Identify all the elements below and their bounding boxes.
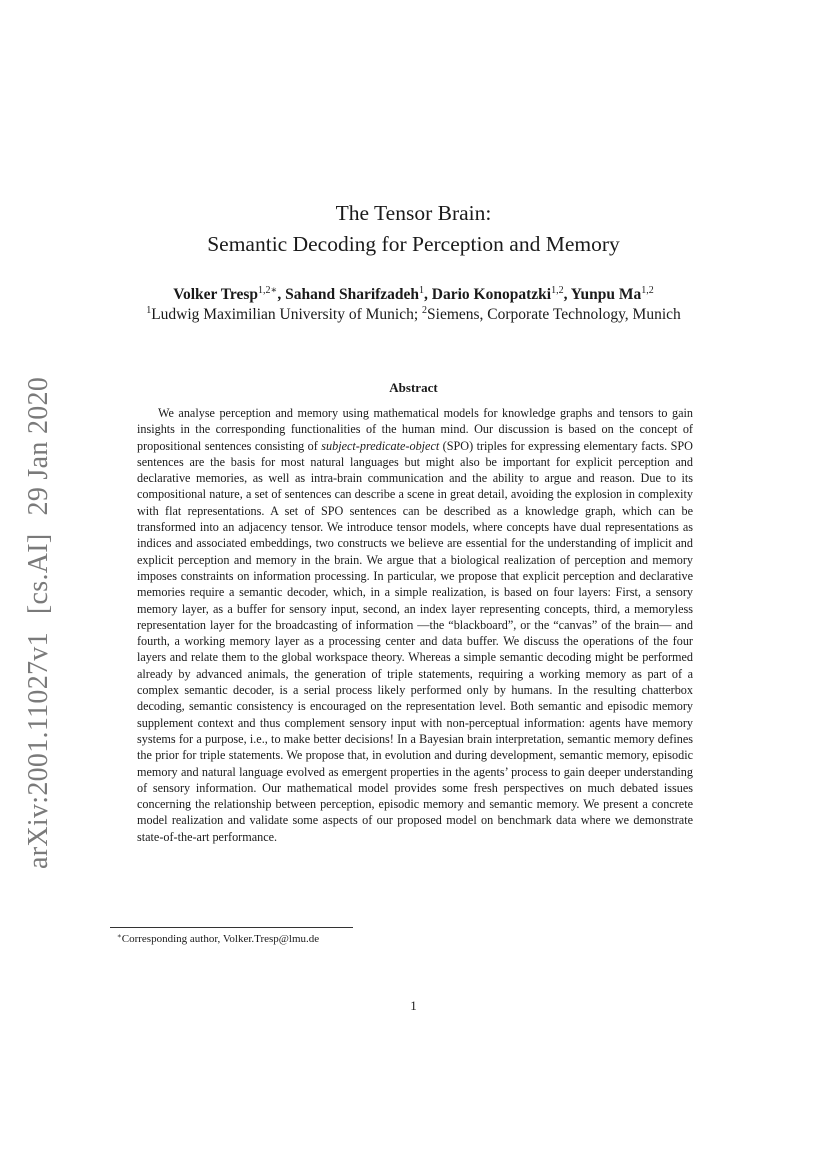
footnote-mark: ∗: [117, 932, 122, 940]
title-line-2: Semantic Decoding for Perception and Memory: [207, 232, 620, 256]
abstract-text-part: We analyse perception and memory using mathematical models for knowledge graphs and tensors to gain insights in the corresponding functionalities of the human mind. Our discussion is based on the concept of propositional sentences consisting of: [137, 406, 693, 453]
footnote-divider: [110, 927, 353, 928]
author-affiliation-mark: 1,2: [641, 285, 654, 296]
page-number: 1: [410, 998, 417, 1013]
title-line-1: The Tensor Brain:: [335, 201, 492, 225]
paper-title: [0, 198, 827, 260]
author-affiliation-mark: 1,2: [258, 285, 271, 296]
affiliation-mark: 2: [422, 305, 428, 316]
author-separator: ,: [424, 286, 432, 303]
author-name: Volker Tresp: [173, 286, 259, 303]
affiliation-mark: 1: [146, 305, 152, 316]
affiliation-text: Siemens, Corporate Technology, Munich: [427, 306, 681, 323]
author-separator: ,: [563, 286, 571, 303]
arxiv-category: [cs.AI]: [23, 533, 54, 615]
author-name: Sahand Sharifzadeh: [285, 286, 420, 303]
author-list: [0, 285, 827, 305]
author-affiliation-mark: 1: [419, 285, 425, 296]
footnote-text: Corresponding author, Volker.Tresp@lmu.de: [121, 933, 320, 945]
arxiv-date: 29 Jan 2020: [23, 376, 54, 516]
abstract-body: [137, 405, 693, 845]
corresponding-author-mark: ∗: [270, 285, 278, 296]
author-affiliation-mark: 1,2: [551, 285, 564, 296]
arxiv-identifier: arXiv:2001.11027v1: [23, 632, 54, 869]
author-name: Dario Konopatzki: [431, 286, 552, 303]
footnote: [117, 932, 319, 946]
author-name: Yunpu Ma: [570, 286, 642, 303]
affiliations: [0, 305, 827, 325]
affiliation-text: Ludwig Maximilian University of Munich;: [151, 306, 423, 323]
abstract-emphasis: subject-predicate-object: [321, 438, 440, 453]
author-separator: ,: [277, 286, 286, 303]
abstract-heading: Abstract: [389, 380, 438, 395]
abstract-text-part: (SPO) triples for expressing elementary facts. SPO sentences are the basis for most natural languages but might also be important for explicit perception and declarative memories, as well as intra-brain communication and the ability to argue and reason. Due to its compositional nature, a set of sentences can describe a scene in great detail, avoiding the explosion in complexity with flat representations. A set of SPO sentences can be described as a knowledge graph, which can be transformed into an adjacency tensor. We introduce tensor models, where concepts have dual representations as indices and associated embeddings, two constructs we believe are essential for the understanding of implicit and explicit perception and memory in the brain. We argue that a biological realization of perception and memory imposes constraints on information processing. In particular, we propose that explicit perception and declarative memories require a semantic decoder, which, in a simple realization, is based on four layers: First, a sensory memory layer, as a buffer for sensory input, second, an index layer representing concepts, third, a memoryless representation layer for the broadcasting of information —the “blackboard”, or the “canvas” of the brain— and fourth, a working memory layer as a processing center and data buffer. We discuss the operations of the four layers and relate them to the global workspace theory. Whereas a simple semantic decoding might be performed already by advanced animals, the generation of triple statements, requiring a working memory as part of a complex semantic decoder, is a serial process likely performed only by humans. In the resulting chatterbox decoding, semantic consistency is encouraged on the representation level. Both semantic and episodic memory supplement context and thus complement sensory input with non-perceptual information: agents have memory systems for a purpose, i.e., to make better decisions! In a Bayesian brain interpretation, semantic memory defines the prior for triple statements. We propose that, in evolution and during development, semantic memory, episodic memory and natural language evolved as emergent properties in the agents’ process to gain deeper understanding of sensory information. Our mathematical model provides some fresh perspectives on much debated issues concerning the relationship between perception, episodic memory and semantic memory. We present a concrete model realization and validate some aspects of our proposed model on benchmark data where we demonstrate state-of-the-art performance.: [137, 438, 693, 844]
arxiv-stamp: [10, 377, 68, 869]
